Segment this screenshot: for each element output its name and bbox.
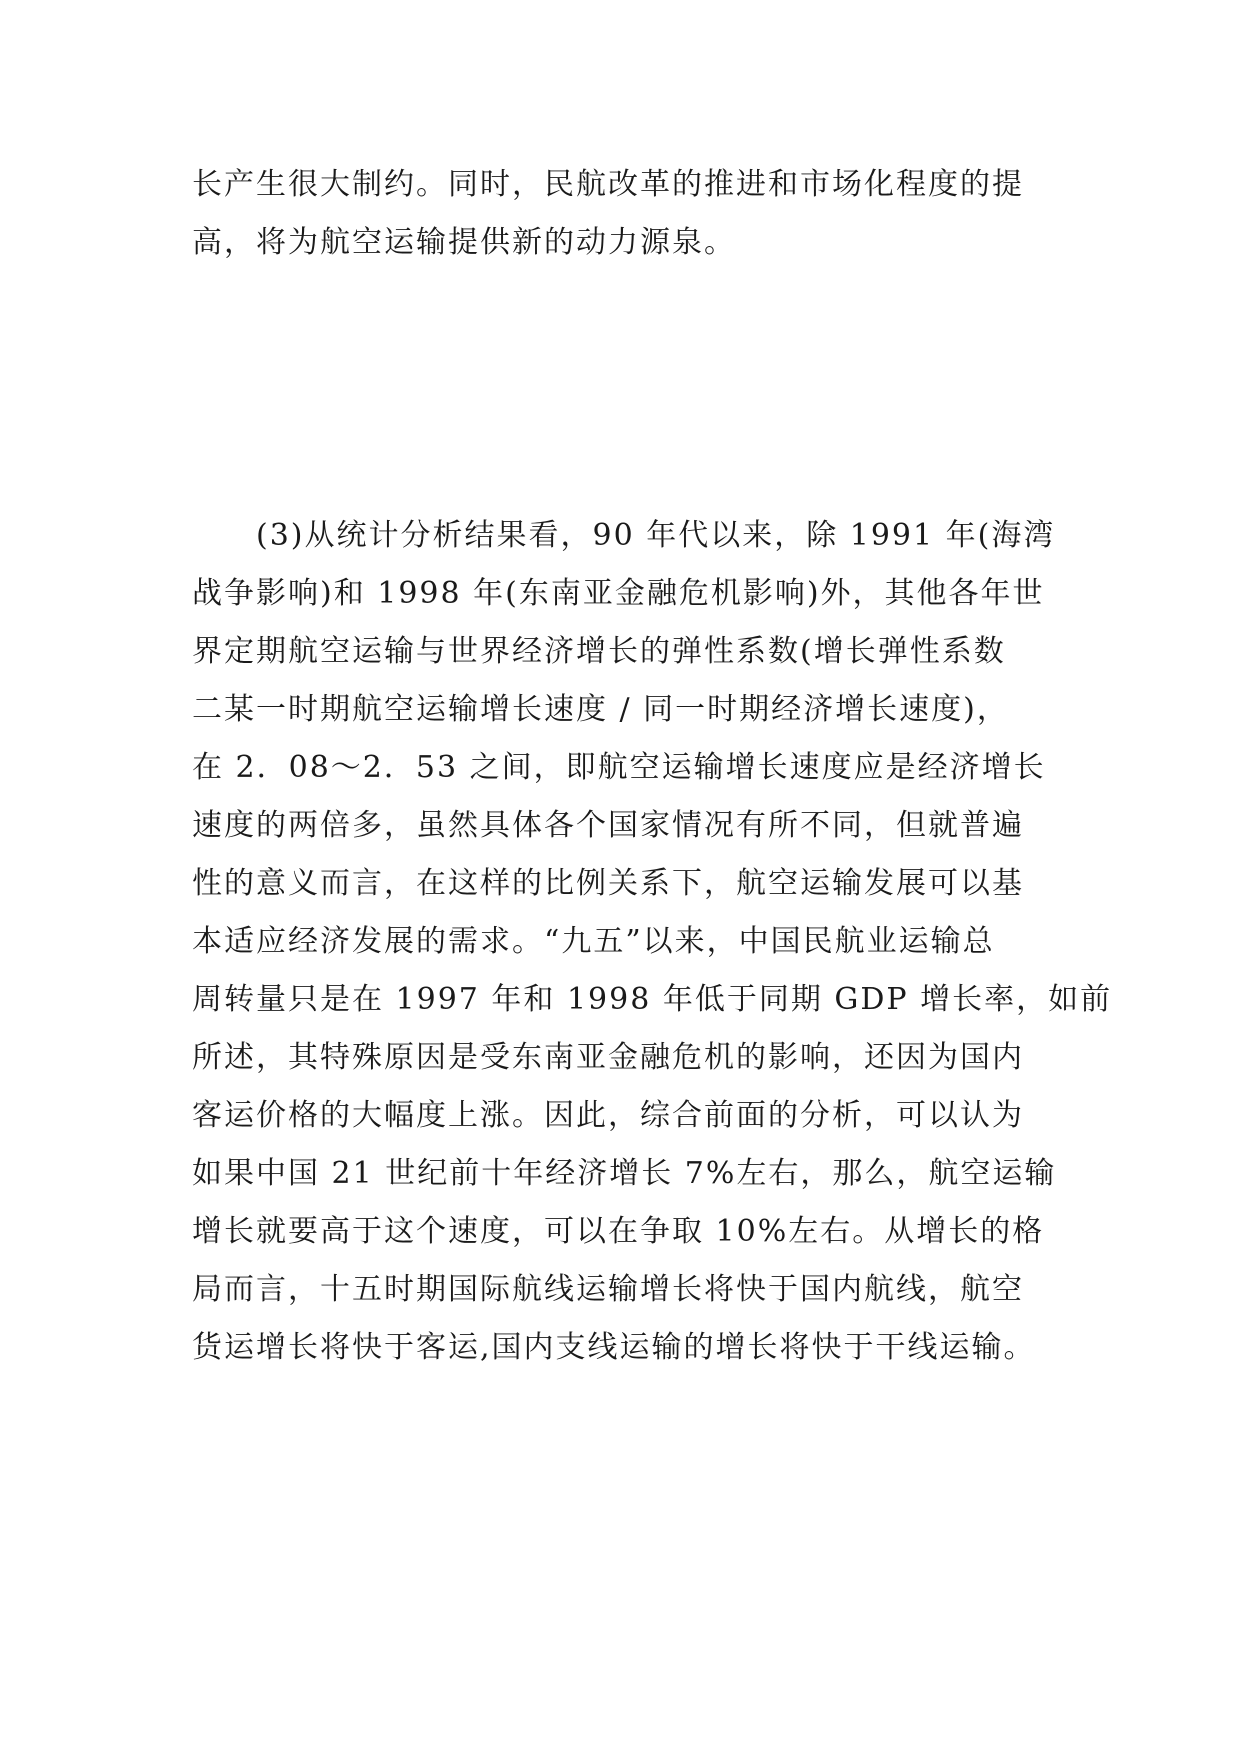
text-line: 增长就要高于这个速度，可以在争取 10%左右。从增长的格 <box>192 1214 1045 1249</box>
text-line: 周转量只是在 1997 年和 1998 年低于同期 GDP 增长率，如前 <box>192 982 1113 1017</box>
text-line: 在 2．08～2．53 之间，即航空运输增长速度应是经济增长 <box>192 750 1046 785</box>
text-line: 高，将为航空运输提供新的动力源泉。 <box>192 225 736 260</box>
text-line: 战争影响)和 1998 年(东南亚金融危机影响)外，其他各年世 <box>192 576 1045 611</box>
text-line: 客运价格的大幅度上涨。因此，综合前面的分析，可以认为 <box>192 1098 1024 1133</box>
text-line: 如果中国 21 世纪前十年经济增长 7%左右，那么，航空运输 <box>192 1156 1057 1191</box>
paragraph-section-3 <box>192 507 1113 1377</box>
text-line: 二某一时期航空运输增长速度 / 同一时期经济增长速度)， <box>192 692 1009 727</box>
text-line: 货运增长将快于客运,国内支线运输的增长将快于干线运输。 <box>192 1330 1036 1365</box>
text-line: 性的意义而言，在这样的比例关系下，航空运输发展可以基 <box>192 866 1024 901</box>
text-line: (3)从统计分析结果看，90 年代以来，除 1991 年(海湾 <box>256 518 1056 553</box>
text-line: 速度的两倍多，虽然具体各个国家情况有所不同，但就普遍 <box>192 808 1024 843</box>
text-line: 局而言，十五时期国际航线运输增长将快于国内航线，航空 <box>192 1272 1024 1307</box>
paragraph-continuation <box>192 156 1052 272</box>
text-line: 长产生很大制约。同时，民航改革的推进和市场化程度的提 <box>192 167 1024 202</box>
text-line: 所述，其特殊原因是受东南亚金融危机的影响，还因为国内 <box>192 1040 1024 1075</box>
text-line: 本适应经济发展的需求。“九五”以来，中国民航业运输总 <box>192 924 995 959</box>
text-line: 界定期航空运输与世界经济增长的弹性系数(增长弹性系数 <box>192 634 1006 669</box>
